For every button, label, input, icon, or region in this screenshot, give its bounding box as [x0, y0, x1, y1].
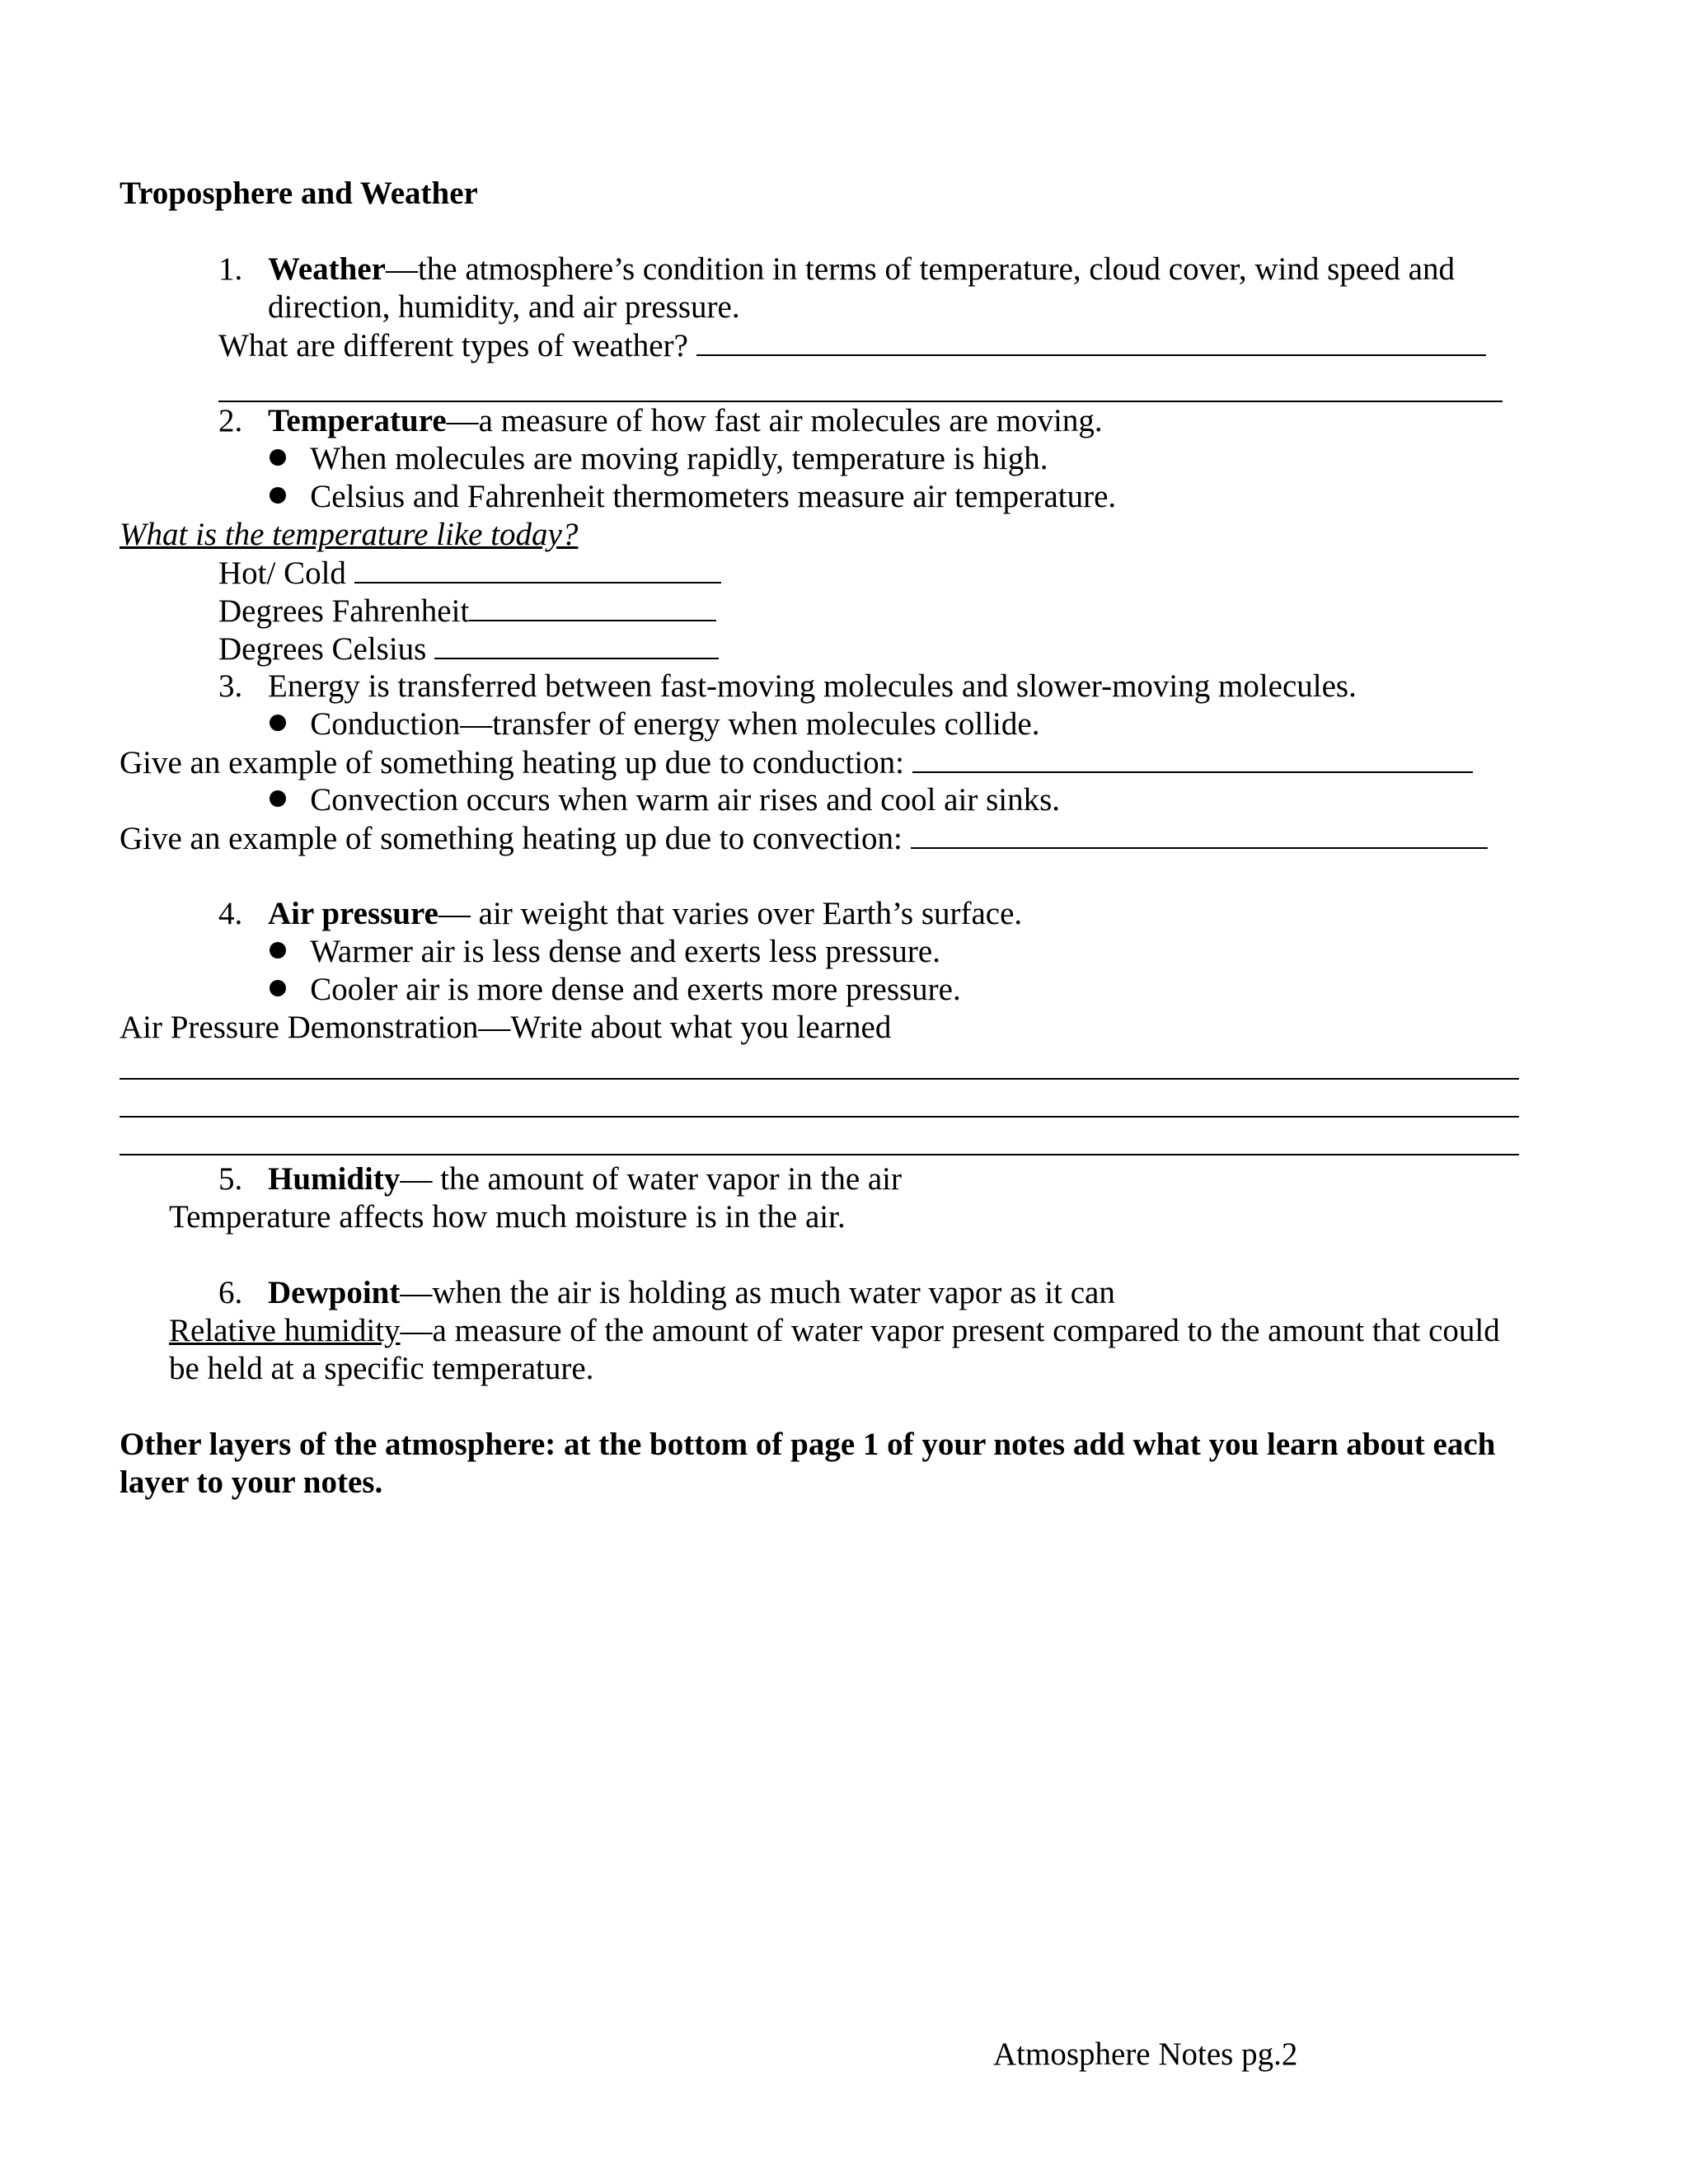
weather-question: What are different types of weather? [218, 326, 1486, 365]
relative-humidity-def-cont: be held at a specific temperature. [169, 1351, 594, 1386]
fahrenheit-blank[interactable] [469, 592, 716, 621]
bullet-dot [270, 715, 286, 731]
hot-cold-field: Hot/ Cold [218, 554, 721, 593]
demonstration-prompt: Air Pressure Demonstration—Write about what you learned [120, 1010, 892, 1045]
term-temperature: Temperature [268, 403, 447, 438]
bullet-dot [270, 942, 286, 958]
air-pressure-bullet-1: Warmer air is less dense and exerts less pressure. [270, 933, 940, 971]
humidity-note: Temperature affects how much moisture is in the air. [169, 1199, 846, 1235]
conduction-answer-blank[interactable] [912, 743, 1473, 773]
bullet-dot [270, 790, 286, 807]
hot-cold-blank[interactable] [354, 554, 721, 583]
convection-prompt: Give an example of something heating up due to convection: [120, 819, 1488, 858]
item-weather: 1. Weather—the atmosphere’s condition in terms of temperature, cloud cover, wind speed and [218, 251, 1455, 287]
celsius-blank[interactable] [434, 630, 719, 659]
item-energy: 3. Energy is transferred between fast-moving molecules and slower-moving molecules. [218, 668, 1357, 704]
celsius-field: Degrees Celsius [218, 630, 719, 668]
demonstration-line-2[interactable] [120, 1116, 1519, 1118]
section-title: Troposphere and Weather [120, 176, 478, 211]
term-relative-humidity: Relative humidity [169, 1313, 401, 1348]
conduction-prompt: Give an example of something heating up due to conduction: [120, 743, 1473, 782]
demonstration-line-3[interactable] [120, 1154, 1519, 1155]
page-footer: Atmosphere Notes pg.2 [993, 2036, 1298, 2072]
temperature-question: What is the temperature like today? [120, 517, 579, 552]
closing-instruction-line-1: Other layers of the atmosphere: at the bottom of page 1 of your notes add what you learn about each [120, 1427, 1496, 1462]
item-air-pressure: 4. Air pressure— air weight that varies over Earth’s surface. [218, 896, 1023, 931]
weather-def-cont: direction, humidity, and air pressure. [268, 289, 740, 325]
temperature-bullet-2: Celsius and Fahrenheit thermometers measure air temperature. [270, 478, 1116, 516]
bullet-dot [270, 449, 286, 466]
term-weather: Weather [268, 251, 386, 287]
convection-bullet: Convection occurs when warm air rises and cool air sinks. [270, 781, 1060, 819]
conduction-bullet: Conduction—transfer of energy when molecules collide. [270, 705, 1039, 743]
convection-answer-blank[interactable] [911, 819, 1488, 849]
item-temperature: 2. Temperature—a measure of how fast air molecules are moving. [218, 403, 1103, 438]
term-air-pressure: Air pressure [268, 896, 438, 931]
air-pressure-bullet-2: Cooler air is more dense and exerts more pressure. [270, 971, 961, 1009]
bullet-dot [270, 487, 286, 504]
bullet-dot [270, 980, 286, 996]
term-dewpoint: Dewpoint [268, 1275, 401, 1310]
closing-instruction-line-2: layer to your notes. [120, 1465, 383, 1500]
term-humidity: Humidity [268, 1161, 401, 1197]
item-humidity: 5. Humidity— the amount of water vapor in the air [218, 1161, 903, 1197]
temperature-bullet-1: When molecules are moving rapidly, temperature is high. [270, 440, 1048, 478]
fahrenheit-field: Degrees Fahrenheit [218, 592, 716, 630]
relative-humidity-def: Relative humidity—a measure of the amount of water vapor present compared to the amount that could [169, 1313, 1500, 1348]
item-dewpoint: 6. Dewpoint—when the air is holding as much water vapor as it can [218, 1275, 1115, 1310]
weather-answer-blank[interactable] [696, 326, 1486, 356]
demonstration-line-1[interactable] [120, 1078, 1519, 1080]
